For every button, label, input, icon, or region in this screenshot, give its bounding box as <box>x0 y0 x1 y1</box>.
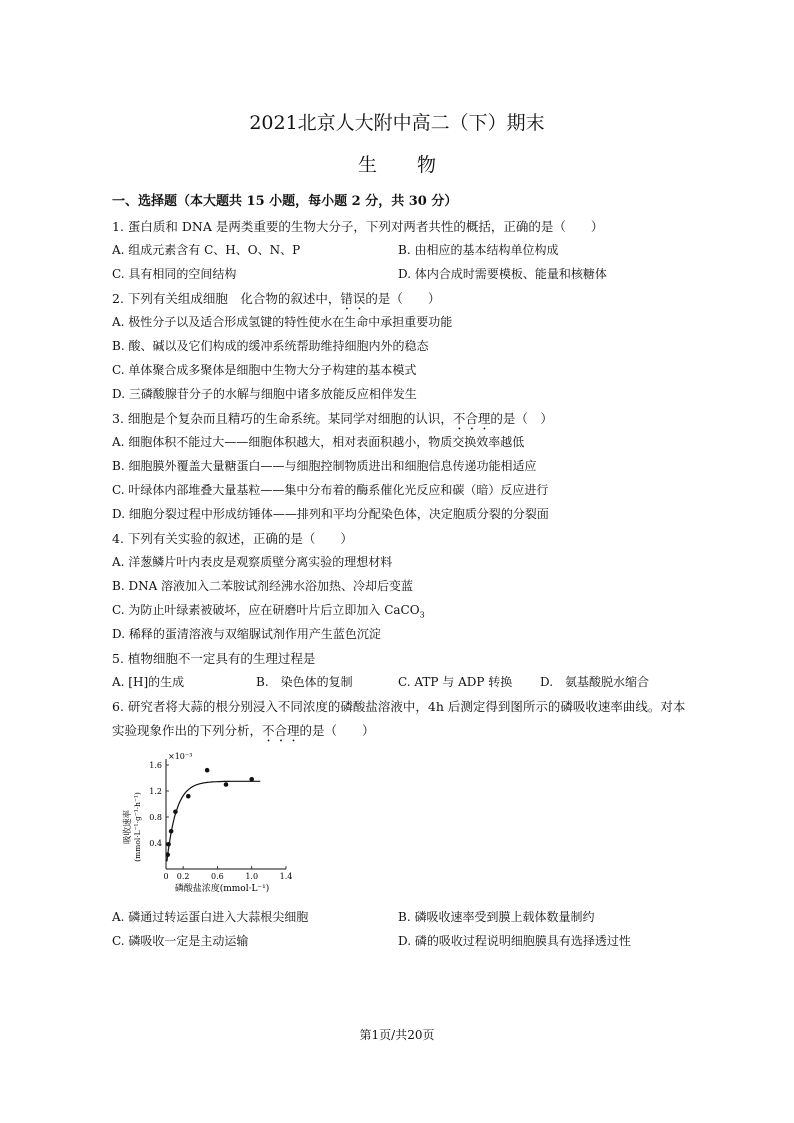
question-2-option-b: B. 酸、碱以及它们构成的缓冲系统帮助维持细胞内外的稳态 <box>112 339 429 353</box>
question-4-option-c-text: C. 为防止叶绿素被破坏，应在研磨叶片后立即加入 CaCO <box>112 603 420 617</box>
chart-y-tick-label: 0.4 <box>149 839 162 848</box>
question-4-stem: 4. 下列有关实验的叙述，正确的是（ ） <box>112 531 353 546</box>
chart-x-axis-label: 磷酸盐浓度(mmol·L⁻¹) <box>174 884 270 894</box>
question-4-option-a: A. 洋葱鳞片叶内表皮是观察质壁分离实验的理想材料 <box>112 555 393 569</box>
question-6-stem-post: 的是（ ） <box>299 723 375 738</box>
question-4-option-c-subscript: 3 <box>419 610 425 620</box>
chart-data-point <box>186 794 191 799</box>
question-1-option-b: B. 由相应的基本结构单位构成 <box>398 243 559 257</box>
question-3-option-c: C. 叶绿体内部堆叠大量基粒——集中分布着的酶系催化光反应和碳（暗）反应进行 <box>112 483 549 497</box>
chart-y-tick-label: 0.8 <box>149 813 162 822</box>
chart-x-tick-label: 1.0 <box>245 872 259 881</box>
question-2-option-c: C. 单体聚合成多聚体是细胞中生物大分子构建的基本模式 <box>112 363 417 377</box>
question-3-option-b: B. 细胞膜外覆盖大量糖蛋白——与细胞控制物质进出和细胞信息传递功能相适应 <box>112 459 537 473</box>
question-3-emphasis: 不合理 <box>452 411 491 426</box>
subject-title: 生物 <box>357 154 476 176</box>
question-6-stem-pre: 实验现象作出的下列分析， <box>112 723 263 738</box>
question-6-emphasis: 不合理 <box>262 723 300 738</box>
question-6-stem-line1: 6. 研究者将大蒜的根分别浸入不同浓度的磷酸盐溶液中，4h 后测定得到图所示的磷吸收速率曲线。对本 <box>112 699 686 714</box>
chart-data-point <box>205 768 210 773</box>
chart-y-label-line2: (mmol·L⁻¹·g⁻¹·h⁻¹) <box>133 792 142 862</box>
question-5-option-b: B. 染色体的复制 <box>256 675 353 689</box>
question-3-option-d: D. 细胞分裂过程中形成纺锤体——排列和平均分配染色体，决定胞质分裂的分裂面 <box>112 507 549 521</box>
question-6-stem-line2 <box>112 721 375 745</box>
question-4-option-c <box>112 601 425 619</box>
chart-data-point <box>224 782 229 787</box>
chart-data-point <box>249 777 254 782</box>
chart-x-tick-label: 0.2 <box>176 872 190 881</box>
question-3-stem-pre: 3. 细胞是个复杂而且精巧的生命系统。某同学对细胞的认识， <box>112 411 453 426</box>
question-6-option-c: C. 磷吸收一定是主动运输 <box>112 934 249 948</box>
chart-data-point <box>166 842 171 847</box>
question-5-option-a: A. [H]的生成 <box>112 675 185 689</box>
question-1-option-c: C. 具有相同的空间结构 <box>112 267 237 281</box>
page-number: 第1页/共20页 <box>359 1028 435 1042</box>
question-2-option-a: A. 极性分子以及适合形成氢键的特性使水在生命中承担重要功能 <box>112 315 453 329</box>
section-heading: 一、选择题（本大题共 15 小题，每小题 2 分，共 30 分） <box>112 194 458 209</box>
question-3-stem <box>112 409 553 433</box>
question-5-option-d: D. 氨基酸脱水缩合 <box>540 675 650 689</box>
question-2-stem-pre: 2. 下列有关组成细胞 化合物的叙述中， <box>112 291 341 306</box>
chart-y-tick-label: 1.6 <box>149 761 162 770</box>
question-2-emphasis: 错误 <box>340 291 366 306</box>
question-4-option-d: D. 稀释的蛋清溶液与双缩脲试剂作用产生蓝色沉淀 <box>112 627 381 641</box>
question-6-option-b: B. 磷吸收速率受到膜上载体数量制约 <box>398 910 595 924</box>
question-6-option-a: A. 磷通过转运蛋白进入大蒜根尖细胞 <box>112 910 309 924</box>
chart-x-tick-label: 0.6 <box>211 872 224 881</box>
phosphate-absorption-chart <box>112 745 302 897</box>
chart-data-point <box>165 852 170 857</box>
question-3-option-a: A. 细胞体积不能过大——细胞体积越大，相对表面积越小，物质交换效率越低 <box>112 435 525 449</box>
chart-data-point <box>173 810 178 815</box>
chart-exponent-label: ×10⁻³ <box>168 752 193 761</box>
chart-x-tick-label: 0 <box>163 872 169 881</box>
question-1-option-d: D. 体内合成时需要模板、能量和核糖体 <box>398 267 607 281</box>
question-5-stem: 5. 植物细胞不一定具有的生理过程是 <box>112 651 316 666</box>
chart-y-label-line1: 吸收速率 <box>123 809 133 845</box>
question-2-option-d: D. 三磷酸腺苷分子的水解与细胞中诸多放能反应相伴发生 <box>112 387 417 401</box>
chart-y-tick-label: 1.2 <box>149 787 162 796</box>
question-3-stem-post: 的是（ ） <box>490 411 553 426</box>
chart-data-point <box>169 829 174 834</box>
chart-x-tick-label: 1.4 <box>279 872 293 881</box>
chart-y-axis-label <box>122 792 142 862</box>
question-1-option-a: A. 组成元素含有 C、H、O、N、P <box>112 243 301 257</box>
question-2-stem-post: 的是（ ） <box>365 291 441 306</box>
question-5-option-c: C. ATP 与 ADP 转换 <box>398 675 513 689</box>
chart-fitted-curve <box>167 781 260 861</box>
question-4-option-b: B. DNA 溶液加入二苯胺试剂经沸水浴加热、冷却后变蓝 <box>112 579 414 593</box>
question-2-stem <box>112 289 440 313</box>
question-6-option-d: D. 磷的吸收过程说明细胞膜具有选择透过性 <box>398 934 631 948</box>
document-title: 2021北京人大附中高二（下）期末 <box>249 112 545 134</box>
question-1-stem: 1. 蛋白质和 DNA 是两类重要的生物大分子，下列对两者共性的概括，正确的是（ ） <box>112 219 604 234</box>
